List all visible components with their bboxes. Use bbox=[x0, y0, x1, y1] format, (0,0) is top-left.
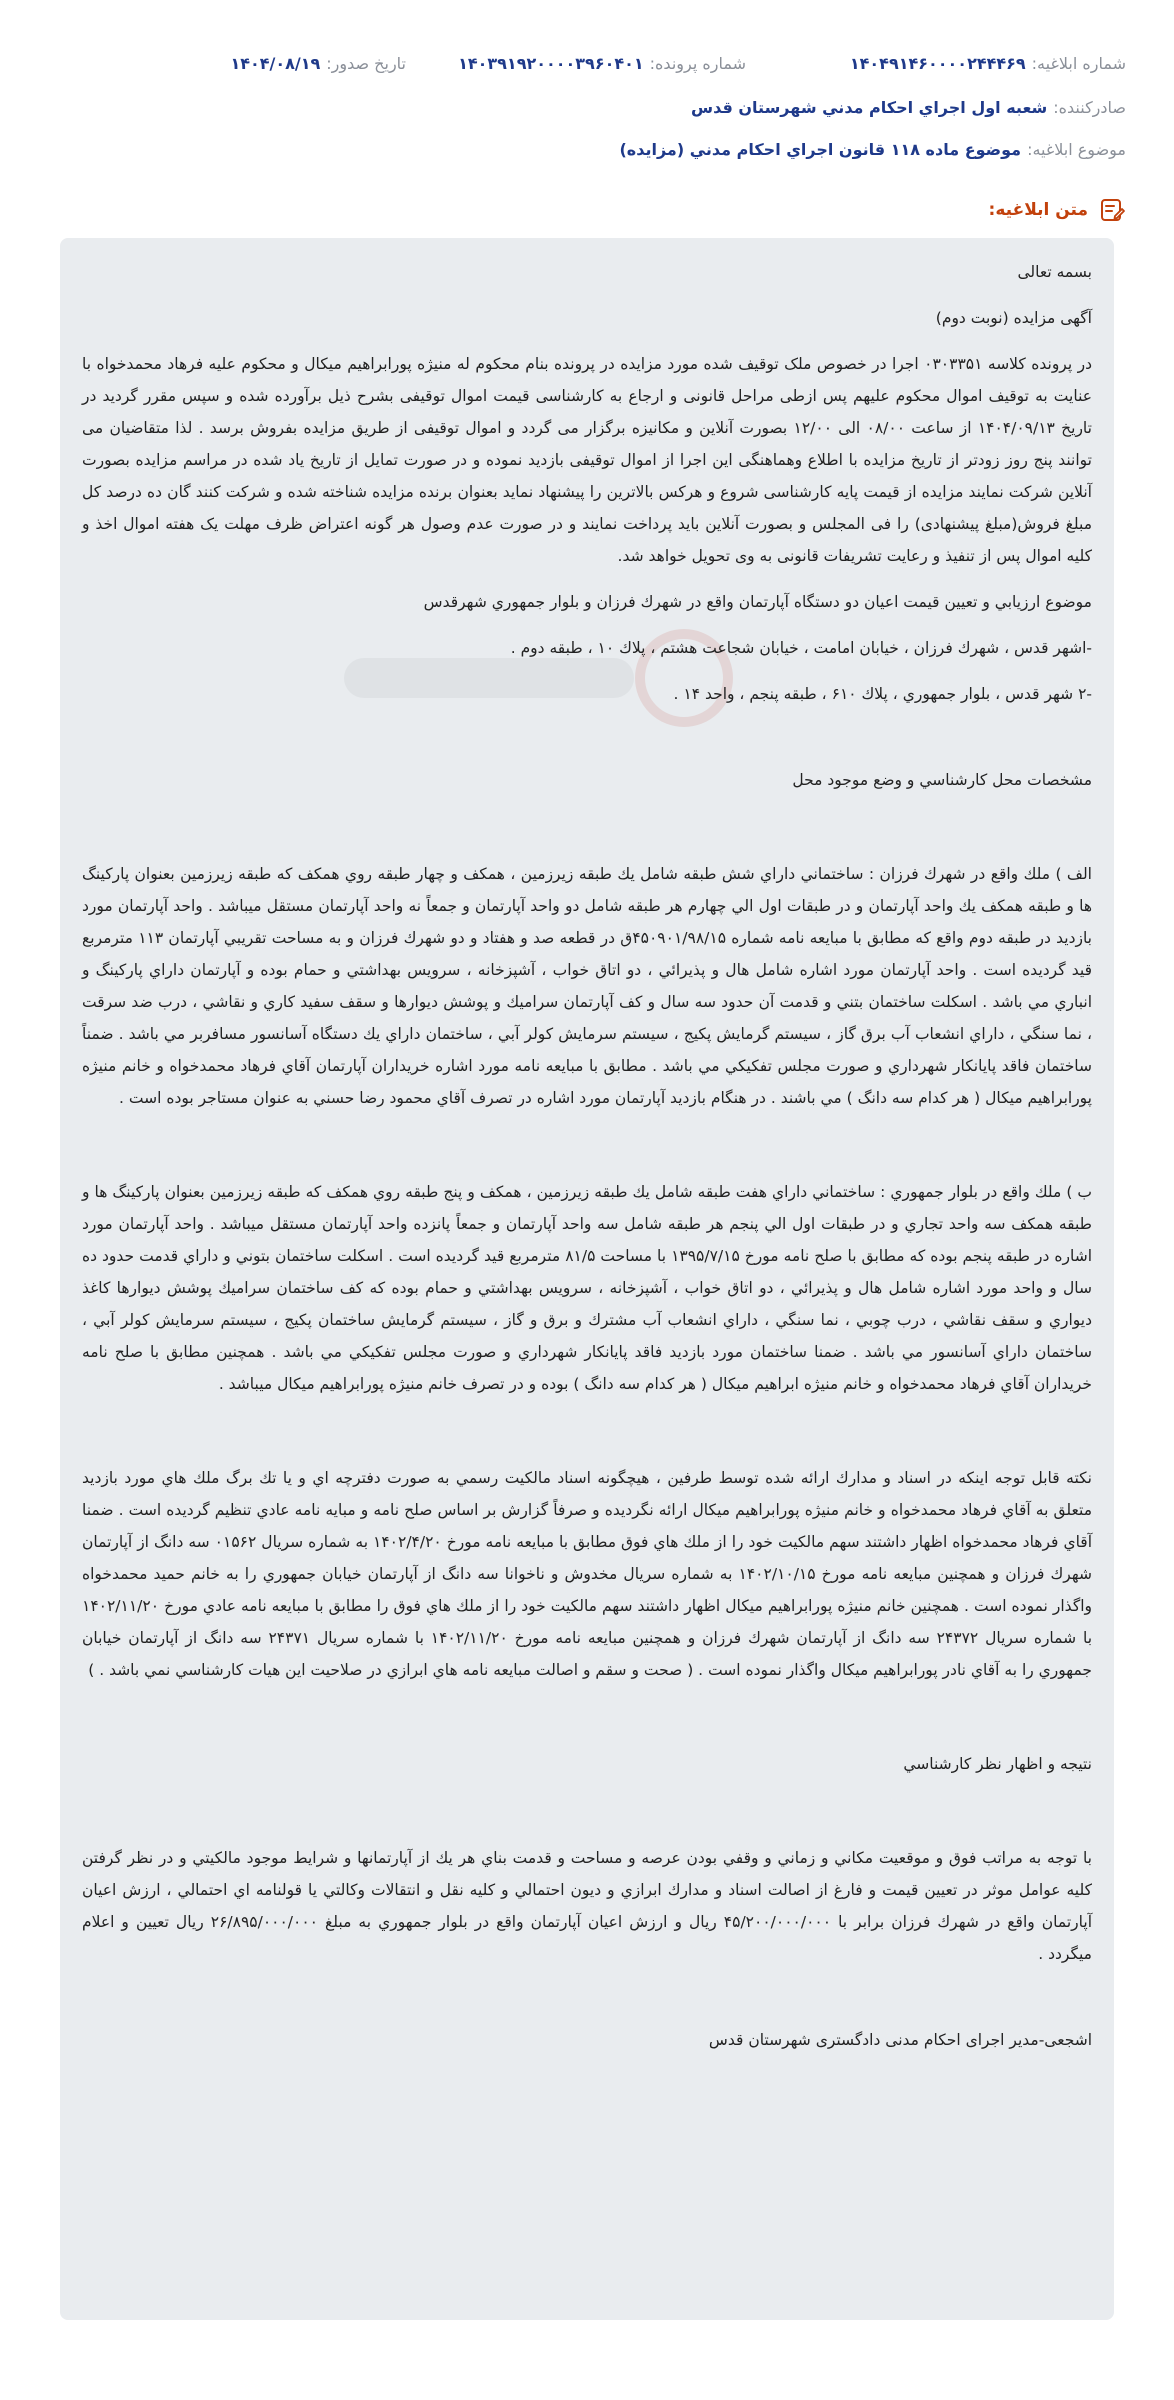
file-number-value: ۱۴۰۳۹۱۹۲۰۰۰۰۳۹۶۰۴۰۱ bbox=[458, 54, 644, 73]
issue-date-value: ۱۴۰۴/۰۸/۱۹ bbox=[230, 54, 321, 73]
site-specs-heading: مشخصات محل كارشناسي و وضع موجود محل bbox=[792, 771, 1092, 789]
property-address-2: -٢ شهر قدس ، بلوار جمهوري ، پلاك ۶١٠ ، طبقه پنجم ، واحد ١۴ . bbox=[673, 685, 1092, 703]
document-edit-icon bbox=[1098, 196, 1126, 224]
property-b-description: ب ) ملك واقع در بلوار جمهوري : ساختماني داراي هفت طبقه شامل يك طبقه زيرزمين ، همكف و پنج طبقه روي همكف كه طبقه زيرزمين بعنوان پاركينگ ها و طبقه همكف سه واحد تجاري و در طبقات اول الي پنجم هر طبقه شامل سه واحد آپارتمان و جمعاً پانزده واحد آپارتمان مستقل ميباشد . واحد آپارتمان مورد اشاره در طبقه پنجم بوده كه مطابق با صلح نامه مورخ ١٣٩۵/٧/١۵ با مساحت ٨١/۵ مترمربع قيد گرديده است . اسكلت ساختمان بتوني و داراي قدمت حدود ده سال و واحد مورد اشاره شامل هال و پذيرائي ، دو اتاق خواب ، آشپزخانه ، سرويس بهداشتي و حمام بوده كه كف ساختمان سراميك پوشش ديوارها كاغذ ديواري و سقف نقاشي ، درب چوبي ، نما سنگي ، داراي انشعاب آب مشترك و برق و گاز ، سيستم گرمايش ساختمان پكيج ، سيستم سرمايش كولر آبي ، ساختمان داراي آسانسور مي باشد . ضمنا ساختمان مورد بازديد فاقد پايانكار شهرداري و صورت مجلس تفكيكي مي باشد . همچنين مطابق با صلح نامه خريداران آقاي فرهاد محمدخواه و خانم منيژه ابراهيم ميكال ( هر كدام سه دانگ ) بوده و در تصرف خانم منيژه پورابراهيم ميكال ميباشد . bbox=[82, 1183, 1093, 1393]
notice-meta-row bbox=[48, 54, 1126, 73]
property-address-1: -اشهر قدس ، شهرك فرزان ، خيابان امامت ، خيابان شجاعت هشتم ، پلاك ١٠ ، طبقه دوم . bbox=[510, 639, 1092, 657]
subject-value: موضوع ماده ۱۱۸ قانون اجراي احكام مدني (مزایده) bbox=[619, 140, 1022, 159]
issuer-row bbox=[48, 98, 1126, 117]
issuer-value: شعبه اول اجراي احكام مدني شهرستان قدس bbox=[691, 98, 1048, 117]
notice-number bbox=[746, 54, 1126, 73]
signature-line: اشجعی-مدیر اجرای احکام مدنی دادگستری شهرستان قدس bbox=[708, 2031, 1092, 2049]
subject-label: موضوع ابلاغیه: bbox=[1027, 140, 1126, 159]
auction-paragraph: در پرونده کلاسه ۰۳۰۳۳۵۱ اجرا در خصوص ملک توقیف شده مورد مزایده در پرونده بنام محکوم له منیژه پورابراهیم میکال و محکوم علیه فرهاد محمدخواه با عنایت به توقیف اموال محکوم علیهم پس ازطی مراحل قانونی و ارجاع به کارشناسی قیمت اموال توقیفی بشرح ذیل برآورده شده و سپس مقرر گردید در تاریخ ۱۴۰۴/۰۹/۱۳ از ساعت ۰۸/۰۰ الی ۱۲/۰۰ بصورت آنلاین و مکانیزه برگزار می گردد و اموال توقیفی از طریق مزایده بفروش برسد . لذا متقاضیان می توانند پنج روز زودتر از تاریخ مزایده با اطلاع وهماهنگی این اجرا از اموال توقیفی بازدید نموده و در صورت تمایل از تاریخ یاد شده در مراسم مزایده بصورت آنلاین شرکت نمایند مزایده از قیمت پایه کارشناسی شروع و هرکس بالاترین را پیشنهاد نماید بعنوان برنده مزایده شناخته شده و شرکت کنند گان ده درصد کل مبلغ فروش(مبلغ پیشنهادی) را فی المجلس و بصورت آنلاین باید پرداخت نمایند و در صورت عدم وصول هر گونه اعتراض ظرف مهلت یک هفته اموال اخذ و کلیه اموال پس از تنفیذ و رعایت تشریفات قانونی به وی تحویل خواهد شد. bbox=[82, 355, 1093, 565]
notice-text-title: متن ابلاغیه: bbox=[988, 200, 1088, 220]
subject-row bbox=[48, 140, 1126, 159]
issuer-label: صادرکننده: bbox=[1053, 98, 1126, 117]
notice-body-text bbox=[82, 256, 1092, 2056]
notice-body-box bbox=[60, 238, 1114, 2320]
conclusion-heading: نتيجه و اظهار نظر كارشناسي bbox=[903, 1755, 1092, 1773]
notice-heading-text: آگهی مزایده (نوبت دوم) bbox=[935, 309, 1092, 327]
issue-date bbox=[230, 54, 406, 73]
issue-date-label: تاریخ صدور: bbox=[326, 54, 406, 73]
greeting-text: بسمه تعالی bbox=[1017, 263, 1092, 281]
property-a-description: الف ) ملك واقع در شهرك فرزان : ساختماني داراي شش طبقه شامل يك طبقه زيرزمين ، همكف و چهار طبقه روي همكف كه طبقه زيرزمين بعنوان پاركينگ ها و طبقه همكف يك واحد آپارتمان و در طبقات اول الي چهارم هر طبقه شامل دو واحد آپارتمان و جمعاً نه واحد آپارتمان مستقل ميباشد . واحد آپارتمان مورد بازديد در طبقه دوم واقع كه مطابق با مبايعه نامه شماره ۴۵٠٩٠١/٩٨/١۵ق در قطعه صد و هفتاد و دو شهرك فرزان و به مساحت تقريبي آپارتمان ١١٣ مترمربع قيد گرديده است . واحد آپارتمان مورد اشاره شامل هال و پذيرائي ، دو اتاق خواب ، آشپزخانه ، سرويس بهداشتي و حمام بوده و آپارتمان داراي پاركينگ و انباري مي باشد . اسكلت ساختمان بتني و قدمت آن حدود سه سال و كف آپارتمان سراميك و پوشش ديوارها و سقف سفيد كاري و نقاشي ، درب ضد سرقت ، نما سنگي ، داراي انشعاب آب برق گاز ، سيستم گرمايش پكيج ، سيستم سرمايش كولر آبي ، ساختمان داراي يك دستگاه آسانسور مسافربر مي باشد . ضمناً ساختمان فاقد پايانكار شهرداري و صورت مجلس تفكيكي مي باشد . مطابق با مبايعه نامه مورد اشاره خريداران آپارتمان آقاي فرهاد محمدخواه و خانم منيژه پورابراهيم ميكال ( هر كدام سه دانگ ) مي باشند . در هنگام بازديد آپارتمان مورد اشاره در تصرف آقاي محمود رضا حسني به عنوان مستاجر بوده است . bbox=[82, 865, 1093, 1107]
conclusion-paragraph: با توجه به مراتب فوق و موقعيت مكاني و زماني و وقفي بودن عرصه و مساحت و قدمت بناي هر يك از آپارتمانها و شرايط موجود مالكيتي و در نظر گرفتن كليه عوامل موثر در تعيين قيمت و فارغ از اصالت اسناد و مدارك ابرازي و ديون احتمالي و كليه نقل و انتقالات وكالتي يا قولنامه اي احتمالي ، ارزش اعيان آپارتمان واقع در شهرك فرزان برابر با ۴۵/٢٠٠/٠٠٠/٠٠٠ ريال و ارزش اعيان آپارتمان واقع در بلوار جمهوري به مبلغ ٢۶/٨٩۵/٠٠٠/٠٠٠ ريال تعيين و اعلام ميگردد . bbox=[82, 1849, 1092, 1963]
notice-number-label: شماره ابلاغیه: bbox=[1031, 54, 1126, 73]
ownership-note: نكته قابل توجه اينكه در اسناد و مدارك ارائه شده توسط طرفين ، هيچگونه اسناد مالكيت رسمي به صورت دفترچه اي و يا تك برگ ملك هاي مورد بازديد متعلق به آقاي فرهاد محمدخواه و خانم منيژه پورابراهيم ميكال ارائه نگرديده و صرفاً گزارش بر اساس صلح نامه و مبايه نامه عادي تنظيم گرديده است . ضمنا آقاي فرهاد محمدخواه اظهار داشتند سهم مالكيت خود را از ملك هاي فوق مطابق با مبايعه نامه مورخ ١۴٠٢/۴/٢٠ به شماره سريال ٠١۵۶٢ سه دانگ از آپارتمان شهرك فرزان و همچنين مبايعه نامه مورخ ١۴٠٢/١٠/١۵ به شماره سريال مخدوش و ناخوانا سه دانگ از آپارتمان خيابان جمهوري را به خانم حميد محمدخواه واگذار نموده است . همچنين خانم منيژه پورابراهيم ميكال اظهار داشتند سهم مالكيت خود را از ملك هاي فوق را مطابق با مبايعه نامه عادي مورخ ١۴٠٢/١١/٢٠ با شماره سريال ٢۴٣٧٢ سه دانگ از آپارتمان شهرك فرزان و همچنين مبايعه نامه مورخ ١۴٠٢/١١/٢٠ با شماره سريال ٢۴٣٧١ سه دانگ از آپارتمان خيابان جمهوري را به آقاي نادر پورابراهيم ميكال واگذار نموده است . ( صحت و سقم و اصالت مبايعه نامه هاي ابرازي در صلاحيت اين هيات كارشناسي نمي باشد . ) bbox=[82, 1469, 1093, 1679]
valuation-subject-text: موضوع ارزيابي و تعيين قيمت اعيان دو دستگاه آپارتمان واقع در شهرك فرزان و بلوار جمهوري شهرقدس bbox=[423, 593, 1092, 611]
notice-text-heading bbox=[989, 196, 1126, 224]
file-number bbox=[406, 54, 746, 73]
file-number-label: شماره پرونده: bbox=[649, 54, 746, 73]
notice-number-value: ۱۴۰۴۹۱۴۶۰۰۰۰۲۴۴۴۶۹ bbox=[849, 54, 1026, 73]
